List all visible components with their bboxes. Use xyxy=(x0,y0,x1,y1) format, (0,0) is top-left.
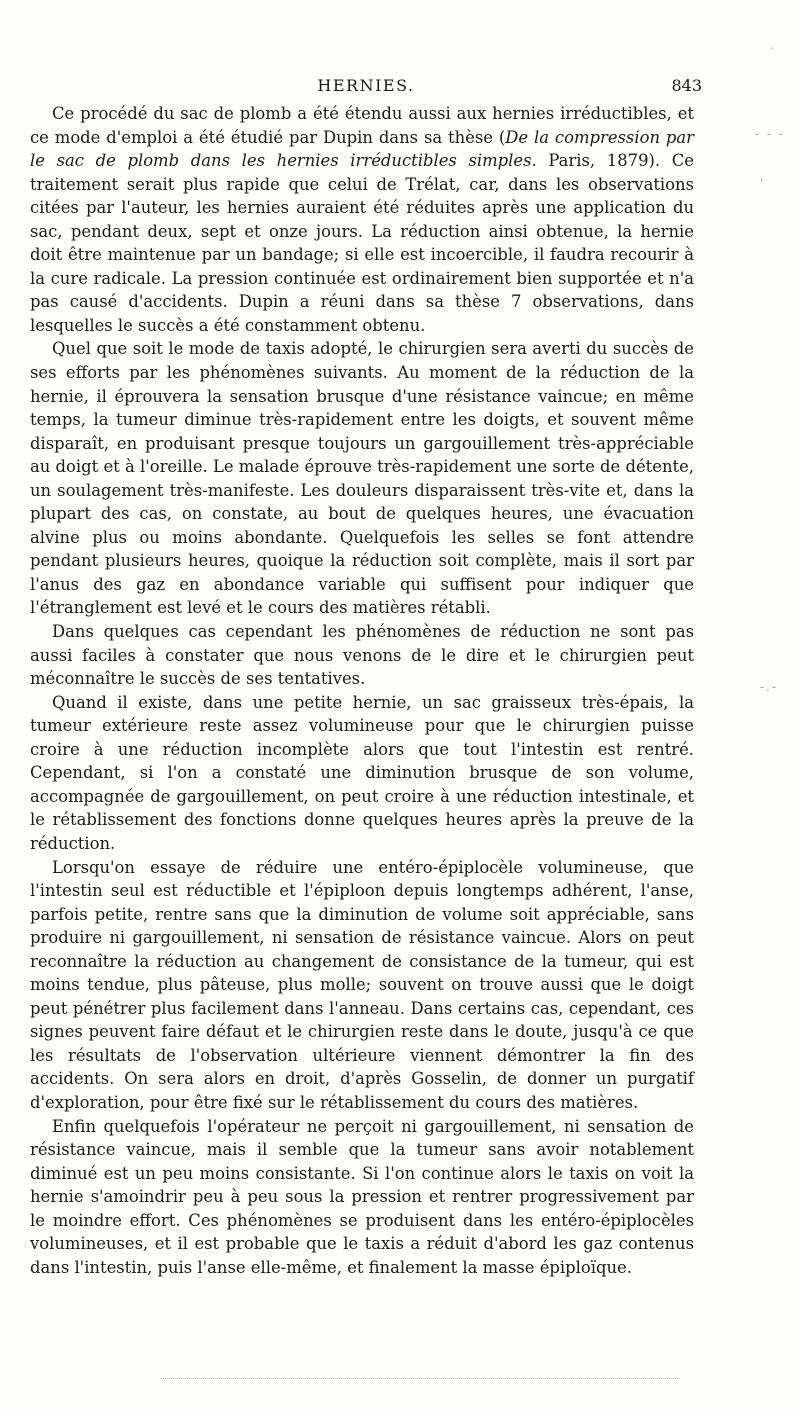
paragraph-lead-sac-de-plomb xyxy=(30,102,694,337)
margin-mark: . xyxy=(770,38,776,52)
paragraph-fatty-sac: Quand il existe, dans une petite hernie, un sac graisseux très-épais, la tumeur extérieure reste assez volumineuse pour que le chirurgien puisse croire à une réduction incomplète alors que tout l'intestin est rentré. Cependant, si l'on a constaté une diminution brusque de son volume, accompagnée de gargouillement, on peut croire à une réduction intestinale, et le rétablissement des fonctions donne quelques heures après la preuve de la réduction. xyxy=(30,692,694,853)
paragraph-difficult-cases: Dans quelques cas cependant les phénomènes de réduction ne sont pas aussi faciles à constater que nous venons de le dire et le chirurgien peut méconnaître le succès de ses tentatives. xyxy=(30,622,694,689)
margin-mark: ' xyxy=(760,176,766,190)
thesis-title: De la compression par le sac de plomb dans les hernies irréductibles simples. xyxy=(30,127,694,171)
body-text xyxy=(30,102,694,1279)
paragraph-progressive-reduction: Enfin quelquefois l'opérateur ne perçoit ni gargouillement, ni sensation de résistance vaincue, mais il semble que la tumeur sans avoir notablement diminué est un peu moins consistante. Si l'on continue alors le taxis on voit la hernie s'amoindrir peu à peu sous la pression et rentrer progressivement par le moindre effort. Ces phénomènes se produisent dans les entéro-épiplocèles volumineuses, et il est probable que le taxis a réduit d'abord les gaz contenus dans l'intestin, puis l'anse elle-même, et finalement la masse épiploïque. xyxy=(30,1116,694,1277)
paragraph-text: Paris, 1879). Ce traitement serait plus rapide que celui de Trélat, car, dans les observations citées par l'auteur, les hernies auraient été réduites après une application du sac, pendant deux, sept et onze jours. La réduction ainsi obtenue, la hernie doit être maintenue par un bandage; si elle est incoercible, il faudra recourir à la cure radicale. La pression continuée est ordinairement bien supportée et n'a pas causé d'accidents. Dupin a réuni dans sa thèse 7 observations, dans lesquelles le succès a été constamment obtenu. xyxy=(30,151,694,335)
paragraph-entero-epiplocele: Lorsqu'on essaye de réduire une entéro-épiplocèle volumineuse, que l'intestin seul est réductible et l'épiploon depuis longtemps adhérent, l'anse, parfois petite, rentre sans que la diminution de volume soit appréciable, sans produire ni gargouillement, ni sensation de résistance vaincue. Alors on peut reconnaître la réduction au changement de consistance de la tumeur, qui est moins tendue, plus pâteuse, plus molle; souvent on trouve aussi que le doigt peut pénétrer plus facilement dans l'anneau. Dans certains cas, cependant, ces signes peuvent faire défaut et le chirurgien reste dans le doute, jusqu'à ce que les résultats de l'observation ultérieure viennent démontrer la fin des accidents. On sera alors en droit, d'après Gosselin, de donner un purgatif d'exploration, pour être fixé sur le rétablissement du cours des matières. xyxy=(30,857,694,1112)
margin-mark: - - - xyxy=(755,127,785,141)
running-title: HERNIES. xyxy=(317,76,415,95)
paragraph-signs-of-reduction: Quel que soit le mode de taxis adopté, le chirurgien sera averti du succès de ses efforts par les phénomènes suivants. Au moment de la réduction de la hernie, il éprouvera la sensation brusque d'une résistance vaincue; en même temps, la tumeur diminue très-rapidement entre les doigts, et souvent même disparaît, en produisant presque toujours un gargouillement très-appréciable au doigt et à l'oreille. Le malade éprouve très-rapidement une sorte de détente, un soulagement très-manifeste. Les douleurs disparaissent très-vite et, dans la plupart des cas, on constate, au bout de quelques heures, une évacuation alvine plus ou moins abondante. Quelquefois les selles se font attendre pendant plusieurs heures, quoique la réduction soit complète, mais il sort par l'anus des gaz en abondance variable qui suffisent pour indiquer que l'étranglement est levé et le cours des matières rétabli. xyxy=(30,339,694,618)
margin-mark: -.- xyxy=(760,680,778,694)
footer-rule xyxy=(160,1378,680,1379)
paragraph-text: Ce procédé du sac de plomb a été étendu aussi aux hernies irréductibles, et ce mode d'emploi a été étudié par Dupin dans sa thèse ( xyxy=(30,104,694,147)
page-number: 843 xyxy=(671,76,702,95)
page-header xyxy=(30,76,702,100)
